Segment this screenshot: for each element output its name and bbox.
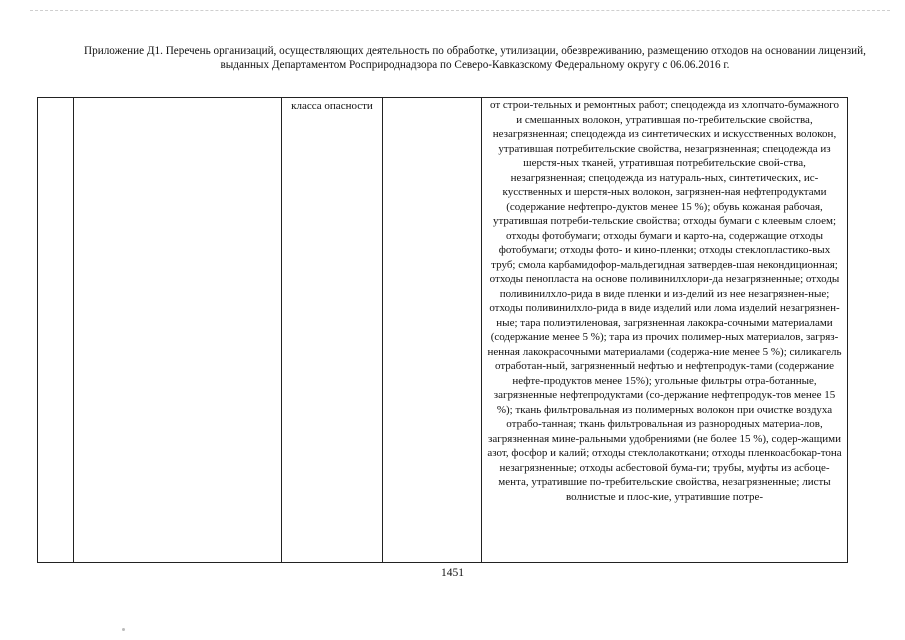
organizations-table [37,97,848,563]
hazard-class-cell: класса опасности [282,98,383,563]
table-row [38,98,848,563]
col-number-cell [38,98,74,563]
scan-artifact-line [30,10,890,11]
waste-types-cell: от строи-тельных и ремонтных работ; спецодежда из хлопчато-бумажного и смешанных волокон, утратившая по-требительские свойства, незагрязненная; спецодежда из синтетических и искусственных волокон, утратившая потребительские свойства, незагрязненная; спецодежда из шерстя-ных тканей, утратившая потребительские свой-ства, незагрязненная; спецодежда из натураль-ных, синтетических, ис-кусственных и шерстя-ных волокон, загрязнен-ная нефтепродуктами (содержание нефтепро-дуктов менее 15 %); обувь кожаная рабочая, утратившая потреби-тельские свойства; отходы бумаги с клеевым слоем; отходы фотобумаги; отходы бумаги и карто-на, содержащие отходы фотобумаги; отходы фото- и кино-пленки; отходы стеклопластико-вых труб; смола карбамидофор-мальдегидная затвердев-шая некондиционная; отходы пенопласта на основе поливинилхлори-да незагрязненные; отходы поливинилхло-рида в виде пленки и из-делий из нее незагрязнен-ные; отходы поливинилхло-рида в виде изделий или лома изделий незагрязнен-ные; тара полиэтиленовая, загрязненная лакокра-сочными материалами (содержание менее 5 %); тара из прочих полимер-ных материалов, загряз-ненная лакокрасочными материалами (содержа-ние менее 5 %); силикагель отработан-ный, загрязненный нефтью и нефтепродук-тами (содержание нефте-продуктов менее 15%); угольные фильтры отра-ботанные, загрязненные нефтепродуктами (со-держание нефтепродук-тов менее 15 %); ткань фильтровальная из полимерных волокон при очистке воздуха отрабо-танная; ткань фильтровальная из разнородных материа-лов, загрязненная мине-ральными удобрениями (не более 15 %), содер-жащими азот, фосфор и калий; отходы стеклолакоткани; отходы пленкоасбокар-тона незагрязненные; отходы асбестовой бума-ги; трубы, муфты из асбоце-мента, утратившие по-требительские свойства, незагрязненные; листы волнистые и плос-кие, утратившие потре- [482,98,848,563]
col-activity-cell [383,98,482,563]
page-number: 1451 [441,567,464,579]
scan-artifact-dot [122,628,125,631]
document-heading: Приложение Д1. Перечень организаций, осуществляющих деятельность по обработке, утилизации, обезвреживанию, размещению отходов на основании лицензий, выданных Департаментом Росприроднадзора по Северо-Кавказскому Федеральному округу с 06.06.2016 г. [84,45,866,71]
col-organization-cell [74,98,282,563]
